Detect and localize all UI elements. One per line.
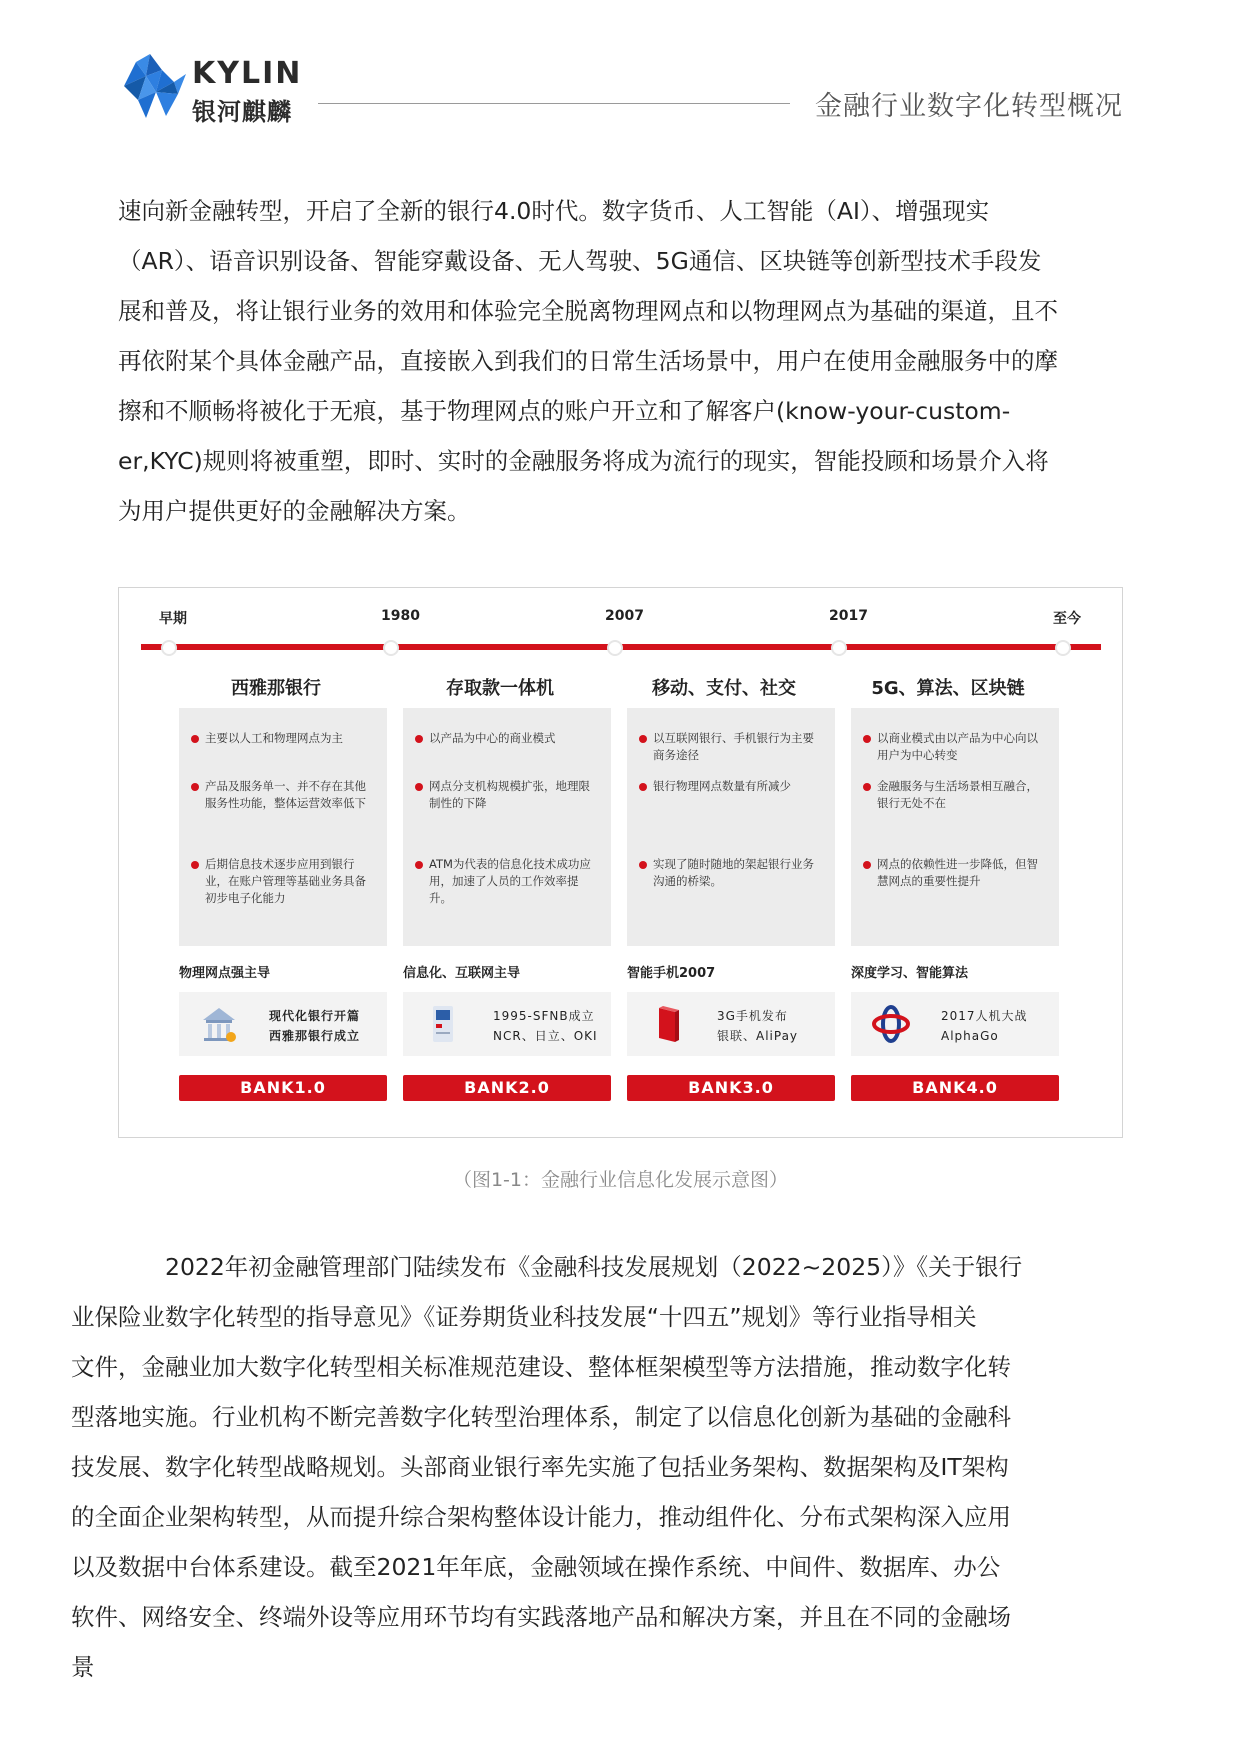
paragraph-line: 擦和不顺畅将被化于无痕，基于物理网点的账户开立和了解客户(know-your-custom- bbox=[118, 397, 1011, 425]
bank-label: BANK4.0 bbox=[851, 1075, 1059, 1101]
era-event-text bbox=[941, 1006, 1028, 1046]
era-bullet: 以互联网银行、手机银行为主要商务途径 bbox=[639, 730, 825, 764]
paragraph-line: 再依附某个具体金融产品，直接嵌入到我们的日常生活场景中，用户在使用金融服务中的摩 bbox=[118, 347, 1058, 375]
timeline-dot bbox=[607, 640, 623, 656]
header-divider bbox=[318, 103, 790, 104]
paragraph-line: 软件、网络安全、终端外设等应用环节均有实践落地产品和解决方案，并且在不同的金融场 bbox=[71, 1603, 1011, 1631]
era-event-box bbox=[179, 992, 387, 1056]
era-bullet: 银行物理网点数量有所减少 bbox=[639, 778, 825, 795]
event-line: 3G手机发布 bbox=[717, 1009, 788, 1023]
bank-label: BANK2.0 bbox=[403, 1075, 611, 1101]
era-card bbox=[851, 708, 1059, 946]
logo-wordmark-cn: 银河麒麟 bbox=[192, 98, 292, 126]
timeline-dot bbox=[161, 640, 177, 656]
paragraph-line: 2022年初金融管理部门陆续发布《金融科技发展规划（2022~2025）》《关于银行 bbox=[165, 1253, 1023, 1281]
era-event-text bbox=[717, 1006, 798, 1046]
paragraph-line: 景 bbox=[71, 1653, 95, 1681]
paragraph-line: 型落地实施。行业机构不断完善数字化转型治理体系，制定了以信息化创新为基础的金融科 bbox=[71, 1403, 1011, 1431]
chapter-title: 金融行业数字化转型概况 bbox=[815, 91, 1123, 122]
timeline-dot bbox=[1055, 640, 1071, 656]
paragraph-line: 以及数据中台体系建设。截至2021年年底，金融领域在操作系统、中间件、数据库、办公 bbox=[71, 1553, 1001, 1581]
era-driver-label: 信息化、互联网主导 bbox=[403, 966, 521, 981]
paragraph-line: 文件，金融业加大数字化转型相关标准规范建设、整体框架模型等方法措施，推动数字化转 bbox=[71, 1353, 1011, 1381]
event-line: NCR、日立、OKI bbox=[493, 1029, 598, 1043]
figure-caption: （图1-1：金融行业信息化发展示意图） bbox=[452, 1169, 789, 1191]
bank-building-icon bbox=[199, 1004, 239, 1044]
smartphone-icon bbox=[647, 1004, 687, 1044]
era-event-text bbox=[269, 1006, 360, 1046]
ai-knot-icon bbox=[871, 1004, 911, 1044]
atm-icon bbox=[423, 1004, 463, 1044]
bank-label: BANK3.0 bbox=[627, 1075, 835, 1101]
era-title: 5G、算法、区块链 bbox=[871, 678, 1025, 699]
paragraph-line: er,KYC)规则将被重塑，即时、实时的金融服务将成为流行的现实，智能投顾和场景介入将 bbox=[118, 447, 1049, 475]
bank-label: BANK1.0 bbox=[179, 1075, 387, 1101]
era-driver-label: 物理网点强主导 bbox=[179, 966, 271, 981]
body-paragraph-2 bbox=[71, 1242, 1123, 1692]
era-title: 移动、支付、社交 bbox=[652, 678, 796, 699]
era-bullet: 以商业模式由以产品为中心向以用户为中心转变 bbox=[863, 730, 1049, 764]
era-event-box bbox=[627, 992, 835, 1056]
era-event-box bbox=[851, 992, 1059, 1056]
timeline-label: 早期 bbox=[159, 611, 187, 627]
era-card bbox=[403, 708, 611, 946]
page-header bbox=[0, 0, 1241, 150]
era-bullet: 网点分支机构规模扩张，地理限制性的下降 bbox=[415, 778, 601, 812]
era-driver-label: 智能手机2007 bbox=[627, 966, 716, 981]
paragraph-line: 为用户提供更好的金融解决方案。 bbox=[118, 497, 471, 525]
timeline-label: 2007 bbox=[605, 608, 644, 624]
era-bullet: 网点的依赖性进一步降低，但智慧网点的重要性提升 bbox=[863, 856, 1049, 890]
era-title: 存取款一体机 bbox=[446, 678, 554, 699]
logo-wordmark-en: KYLIN bbox=[192, 56, 303, 91]
era-bullet: 后期信息技术逐步应用到银行业，在账户管理等基础业务具备初步电子化能力 bbox=[191, 856, 377, 907]
bank-evolution-figure bbox=[118, 587, 1123, 1138]
paragraph-line: 业保险业数字化转型的指导意见》《证券期货业科技发展“十四五”规划》等行业指导相关 bbox=[71, 1303, 977, 1331]
timeline-label: 2017 bbox=[829, 608, 868, 624]
timeline-label: 1980 bbox=[381, 608, 420, 624]
paragraph-line: 展和普及，将让银行业务的效用和体验完全脱离物理网点和以物理网点为基础的渠道，且不 bbox=[118, 297, 1058, 325]
era-driver-label: 深度学习、智能算法 bbox=[851, 966, 969, 981]
era-bullet: 以产品为中心的商业模式 bbox=[415, 730, 601, 747]
era-bullet: 金融服务与生活场景相互融合，银行无处不在 bbox=[863, 778, 1049, 812]
event-line: 现代化银行开篇 bbox=[269, 1009, 361, 1023]
era-card bbox=[627, 708, 835, 946]
kylin-emblem-icon bbox=[116, 52, 192, 122]
paragraph-line: 技发展、数字化转型战略规划。头部商业银行率先实施了包括业务架构、数据架构及IT架构 bbox=[71, 1453, 1009, 1481]
paragraph-line: 的全面企业架构转型，从而提升综合架构整体设计能力，推动组件化、分布式架构深入应用 bbox=[71, 1503, 1011, 1531]
era-card bbox=[179, 708, 387, 946]
event-line: 1995-SFNB成立 bbox=[493, 1009, 595, 1023]
event-line: AlphaGo bbox=[941, 1029, 999, 1043]
timeline-dot bbox=[831, 640, 847, 656]
era-title: 西雅那银行 bbox=[231, 678, 321, 699]
event-line: 2017人机大战 bbox=[941, 1009, 1028, 1023]
body-paragraph-1 bbox=[118, 186, 1123, 536]
era-event-box bbox=[403, 992, 611, 1056]
timeline-label: 至今 bbox=[1053, 611, 1081, 627]
kylin-logo bbox=[116, 52, 316, 132]
paragraph-line: 速向新金融转型，开启了全新的银行4.0时代。数字货币、人工智能（AI）、增强现实 bbox=[118, 197, 990, 225]
event-line: 西雅那银行成立 bbox=[269, 1029, 361, 1043]
timeline-dot bbox=[383, 640, 399, 656]
era-bullet: 产品及服务单一、并不存在其他服务性功能，整体运营效率低下 bbox=[191, 778, 377, 812]
era-bullet: ATM为代表的信息化技术成功应用，加速了人员的工作效率提升。 bbox=[415, 856, 601, 907]
era-bullet: 主要以人工和物理网点为主 bbox=[191, 730, 377, 747]
era-bullet: 实现了随时随地的架起银行业务沟通的桥梁。 bbox=[639, 856, 825, 890]
paragraph-line: （AR）、语音识别设备、智能穿戴设备、无人驾驶、5G通信、区块链等创新型技术手段发 bbox=[118, 247, 1042, 275]
event-line: 银联、AliPay bbox=[717, 1029, 799, 1043]
era-event-text bbox=[493, 1006, 598, 1046]
